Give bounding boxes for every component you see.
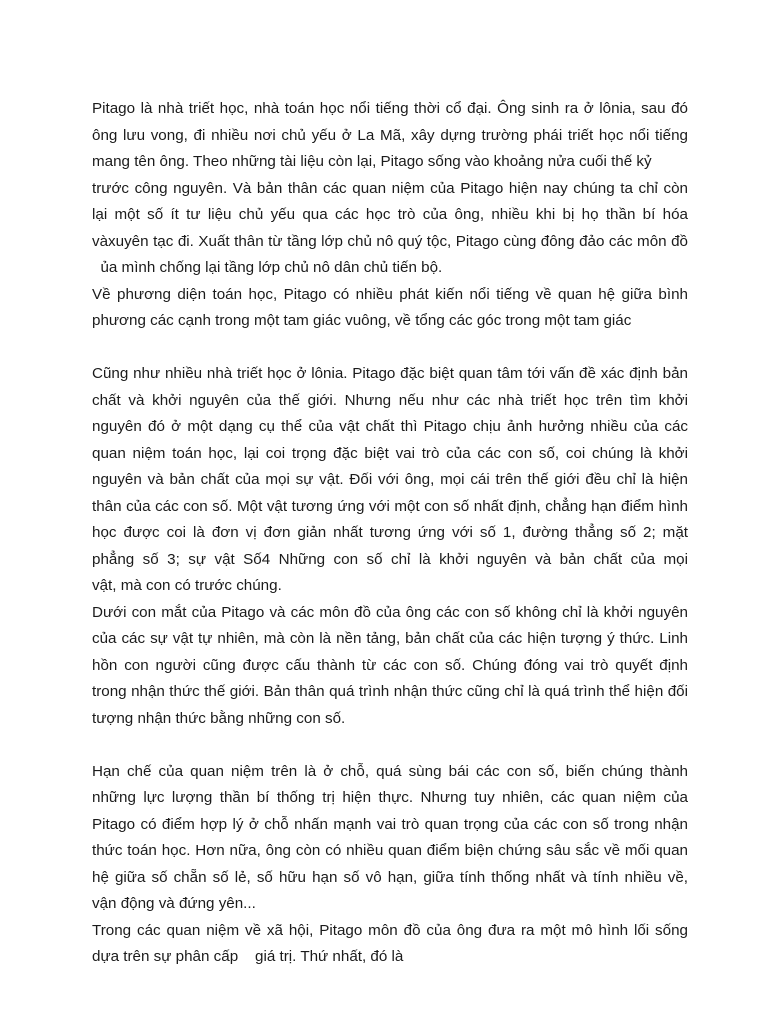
text-line: Cũng như nhiều nhà triết học ở lônia. Pitago đặc biệt quan tâm tới vấn đề xác định bản [92, 365, 688, 382]
text-line: lại một số ít tư liệu chủ yếu qua các học trò của ông, nhiều khi bị họ thần bí hóa [92, 206, 688, 223]
text-line: hồn con người cũng được cấu thành từ các con số. Chúng đóng vai trò quyết định [92, 656, 688, 674]
text-line: vật, mà con có trước chúng. [92, 577, 282, 594]
text-line: Hạn chế của quan niệm trên là ở chỗ, quá sùng bái các con số, biến chúng thành [92, 762, 688, 780]
body-text [92, 96, 688, 971]
text-line: mang tên ông. Theo những tài liệu còn lại, Pitago sống vào khoảng nửa cuối thế kỷ [92, 153, 652, 170]
text-line: vận động và đứng yên... [92, 895, 256, 912]
text-line: ủa mình chống lại tầng lớp chủ nô dân chủ tiến bộ. [92, 259, 443, 276]
text-line: của các sự vật tự nhiên, mà còn là nền tảng, bản chất của các hiện tượng ý thức. Linh [92, 630, 688, 647]
text-line: những lực lượng thần bí thống trị hiện thực. Nhưng tuy nhiên, các quan niệm của [92, 789, 688, 806]
text-line: tượng nhận thức bằng những con số. [92, 709, 346, 727]
text-line: Trong các quan niệm về xã hội, Pitago môn đồ của ông đưa ra một mô hình lối sống [92, 921, 688, 939]
text-line: Dưới con mắt của Pitago và các môn đồ của ông các con số không chỉ là khởi nguyên [92, 603, 688, 621]
text-line: thức toán học. Hơn nữa, ông còn có nhiều quan điểm biện chứng sâu sắc về mối quan [92, 842, 688, 859]
text-line: quan niệm toán học, lại coi trọng đặc biệt vai trò của các con số, coi chúng là khởi [92, 444, 688, 462]
blank-line [92, 732, 688, 759]
blank-line [92, 335, 688, 362]
text-line: thân của các con số. Một vật tương ứng với một con số nhất định, chẳng hạn điểm hình [92, 497, 688, 515]
text-line: học được coi là đơn vị đơn giản nhất tương ứng với số 1, đường thẳng số 2; mặt [92, 524, 688, 541]
text-line: ông lưu vong, đi nhiều nơi chủ yếu ở La Mã, xây dựng trường phái triết học nổi tiếng [92, 126, 688, 144]
text-line: vàxuyên tạc đi. Xuất thân từ tầng lớp chủ nô quý tộc, Pitago cùng đông đảo các môn đồ [92, 232, 688, 250]
text-line: trước công nguyên. Và bản thân các quan niệm của Pitago hiện nay chúng ta chỉ còn [92, 179, 688, 197]
text-line: Pitago là nhà triết học, nhà toán học nổi tiếng thời cổ đại. Ông sinh ra ở lônia, sau đó [92, 100, 688, 117]
text-line: nguyên đó ở một dạng cụ thể của vật chất thì Pitago chịu ảnh hưởng nhiều của các [92, 418, 688, 435]
text-line: Pitago có điểm hợp lý ở chỗ nhấn mạnh vai trò quan trọng của các con số trong nhận [92, 815, 688, 833]
text-line: nguyên và bản chất của mọi sự vật. Đối với ông, mọi cái trên thế giới đều chỉ là hiện [92, 471, 688, 488]
text-line: phương các cạnh trong một tam giác vuông, về tổng các góc trong một tam giác [92, 312, 632, 329]
text-line: Về phương diện toán học, Pitago có nhiều phát kiến nổi tiếng về quan hệ giữa bình [92, 285, 688, 303]
text-line: dựa trên sự phân cấp giá trị. Thứ nhất, đó là [92, 948, 404, 965]
text-line: trong nhận thức thế giới. Bản thân quá trình nhận thức cũng chỉ là quá trình thể hiện đối [92, 683, 688, 700]
text-line: hệ giữa số chẵn số lẻ, số hữu hạn số vô hạn, giữa tính thống nhất và tính nhiều về, [92, 868, 688, 886]
text-line: phẳng số 3; sự vật Số4 Những con số chỉ là khởi nguyên và bản chất của mọi [92, 550, 688, 568]
text-line: chất và khởi nguyên của thế giới. Nhưng nếu như các nhà triết học trên tìm khởi [92, 391, 688, 409]
